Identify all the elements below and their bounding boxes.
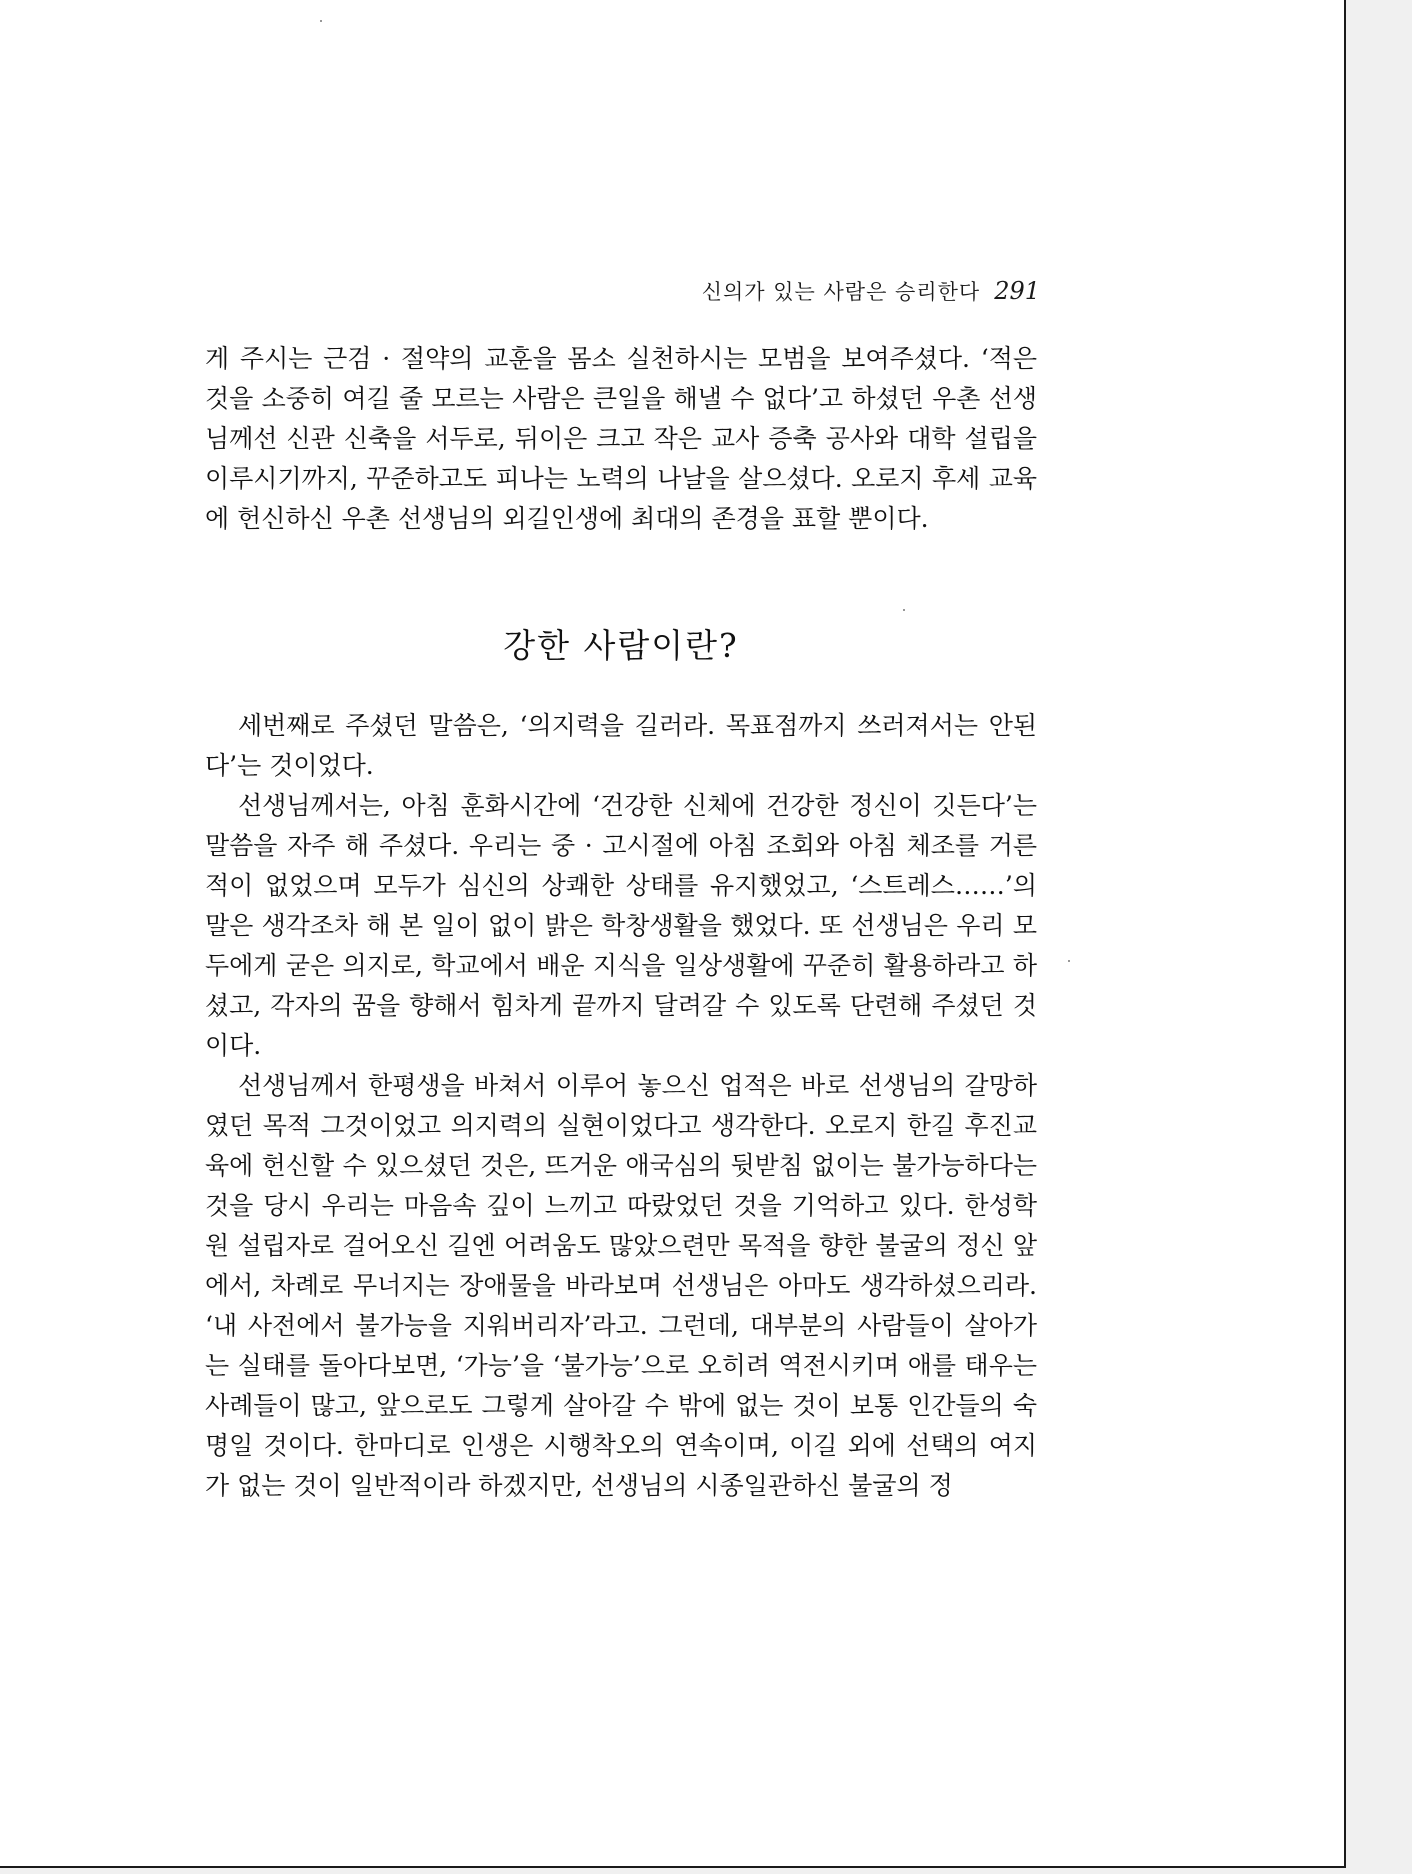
- viewer-margin: [1348, 0, 1412, 1874]
- paragraph: 선생님께서 한평생을 바쳐서 이루어 놓으신 업적은 바로 선생님의 갈망하였던 목적 그것이었고 의지력의 실현이었다고 생각한다. 오로지 한길 후진교육에 헌신할 수 있으셨던 것은, 뜨거운 애국심의 뒷받침 없이는 불가능하다는 것을 당시 우리는 마음속 깊이 느끼고 따랐었던 것을 기억하고 있다. 한성학원 설립자로 걸어오신 길엔 어려움도 많았으련만 목적을 향한 불굴의 정신 앞에서, 차례로 무너지는 장애물을 바라보며 선생님은 아마도 생각하셨으리라. ‘내 사전에서 불가능을 지워버리자’라고. 그런데, 대부분의 사람들이 살아가는 실태를 돌아다보면, ‘가능’을 ‘불가능’으로 오히려 역전시키며 애를 태우는 사례들이 많고, 앞으로도 그렇게 살아갈 수 밖에 없는 것이 보통 인간들의 숙명일 것이다. 한마디로 인생은 시행착오의 연속이며, 이길 외에 선택의 여지가 없는 것이 일반적이라 하겠지만, 선생님의 시종일관하신 불굴의 정: [205, 1071, 1037, 1500]
- paragraph: 세번째로 주셨던 말씀은, ‘의지력을 길러라. 목표점까지 쓰러져서는 안된다’는 것이었다.: [205, 711, 1037, 780]
- running-head: [600, 276, 1040, 306]
- scan-speck: [903, 609, 905, 611]
- section-title: 강한 사람이란?: [503, 626, 739, 665]
- running-title: 신의가 있는 사람은 승리한다: [701, 280, 981, 304]
- scan-speck: [320, 20, 322, 22]
- scan-speck: [1068, 960, 1070, 962]
- body-text-bottom: [205, 706, 1037, 1506]
- page-number: 291: [994, 277, 1040, 305]
- paragraph: 선생님께서는, 아침 훈화시간에 ‘건강한 신체에 건강한 정신이 깃든다’는 말씀을 자주 해 주셨다. 우리는 중 · 고시절에 아침 조회와 아침 체조를 거른 적이 없었으며 모두가 심신의 상쾌한 상태를 유지했었고, ‘스트레스……’의 말은 생각조차 해 본 일이 없이 밝은 학창생활을 했었다. 또 선생님은 우리 모두에게 굳은 의지로, 학교에서 배운 지식을 일상생활에 꾸준히 활용하라고 하셨고, 각자의 꿈을 향해서 힘차게 끝까지 달려갈 수 있도록 단련해 주셨던 것이다.: [205, 791, 1037, 1060]
- body-text-top: [205, 339, 1037, 539]
- paragraph: 게 주시는 근검 · 절약의 교훈을 몸소 실천하시는 모범을 보여주셨다. ‘적은 것을 소중히 여길 줄 모르는 사람은 큰일을 해낼 수 없다’고 하셨던 우촌 선생님께선 신관 신축을 서두로, 뒤이은 크고 작은 교사 증축 공사와 대학 설립을 이루시기까지, 꾸준하고도 피나는 노력의 나날을 살으셨다. 오로지 후세 교육에 헌신하신 우촌 선생님의 외길인생에 최대의 존경을 표할 뿐이다.: [205, 344, 1037, 533]
